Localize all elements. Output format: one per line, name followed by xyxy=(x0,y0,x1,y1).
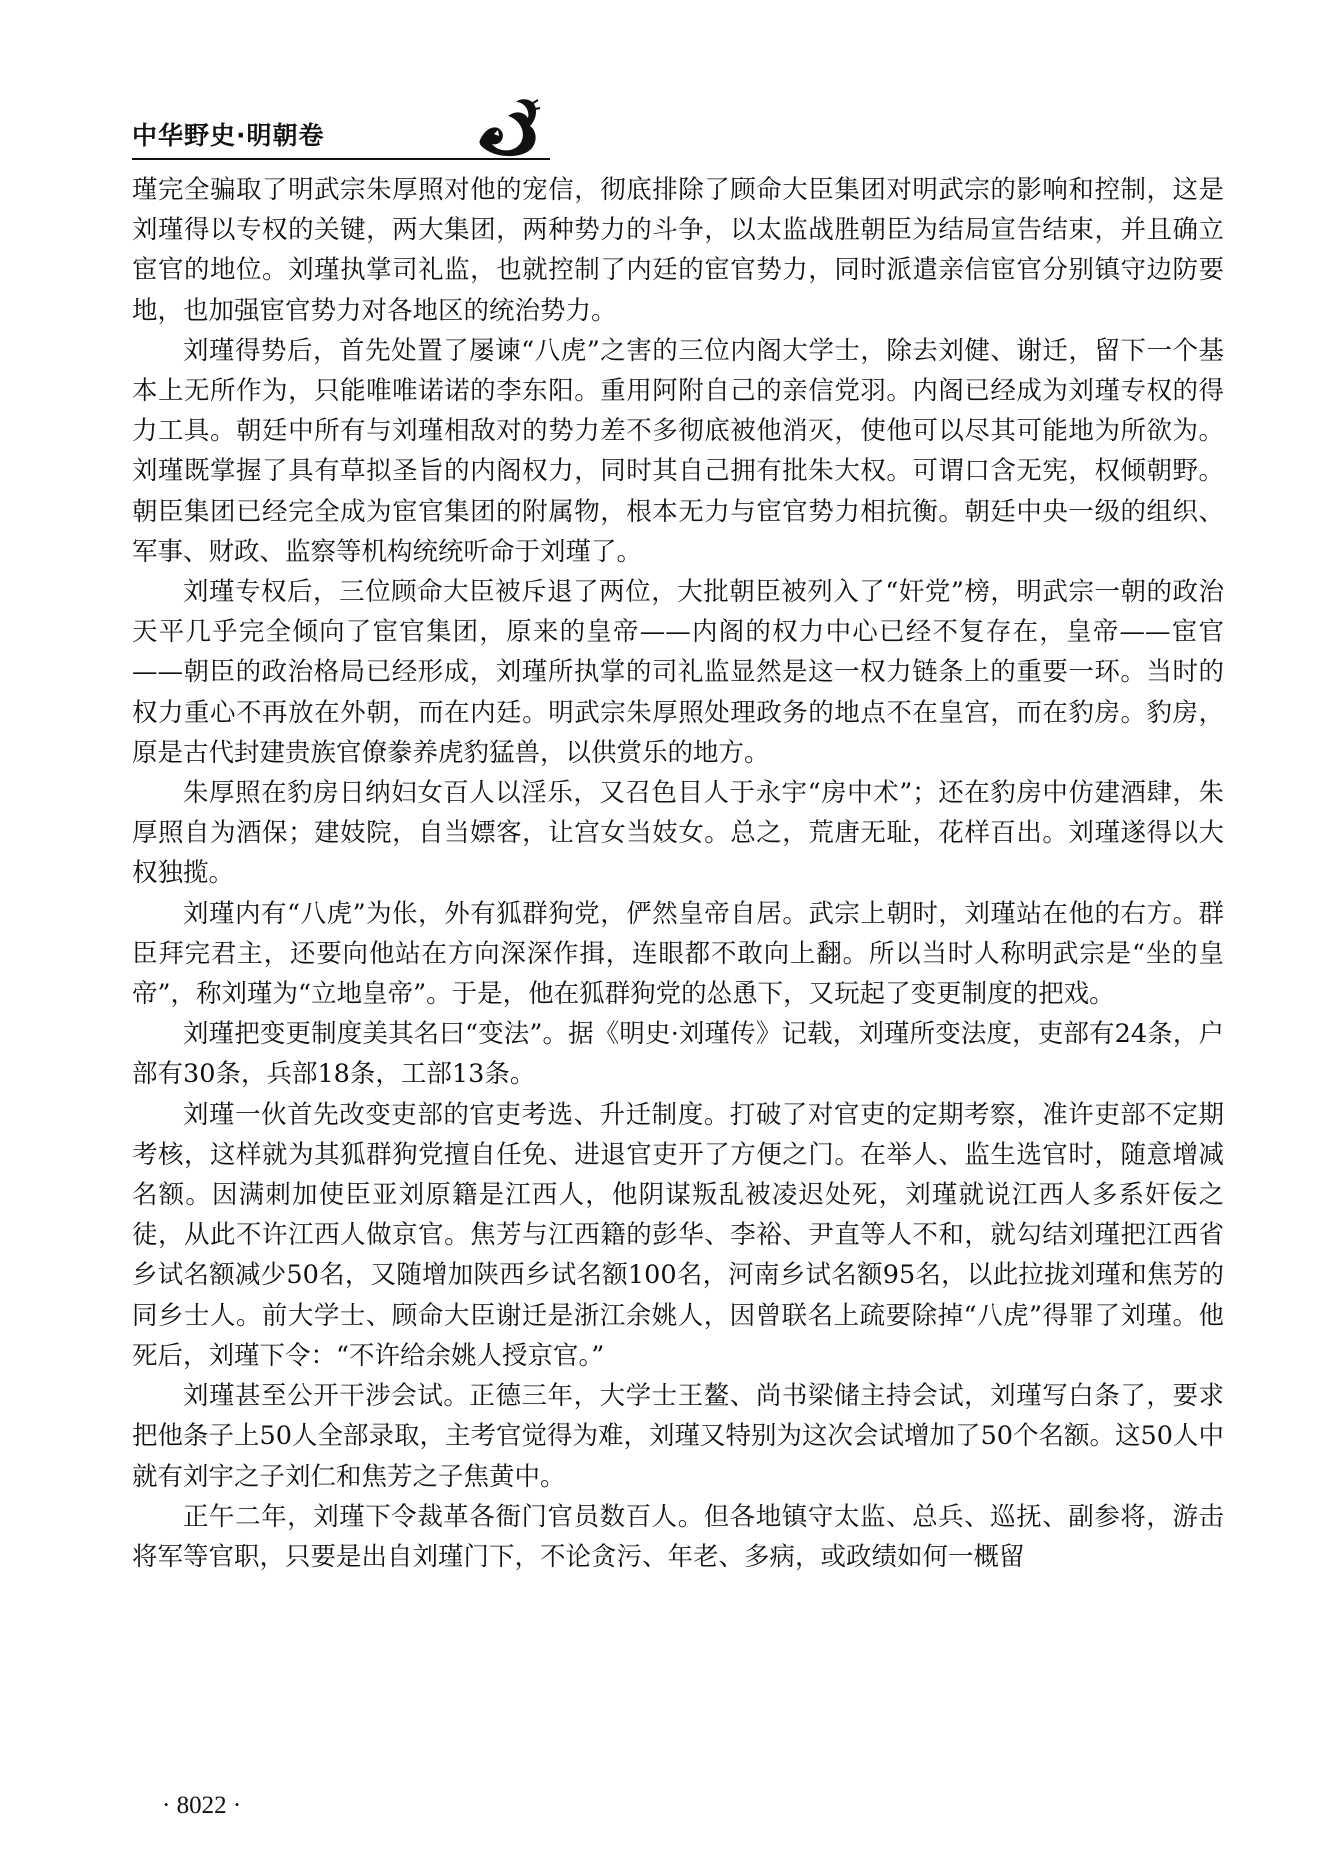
body-text xyxy=(132,170,1224,1577)
page-number: · 8022 · xyxy=(162,1792,242,1819)
dragon-icon xyxy=(472,96,542,158)
paragraph: 正午二年，刘瑾下令裁革各衙门官员数百人。但各地镇守太监、总兵、巡抚、副参将，游击将军等官职，只要是出自刘瑾门下，不论贪污、年老、多病，或政绩如何一概留 xyxy=(132,1501,1224,1572)
paragraph: 瑾完全骗取了明武宗朱厚照对他的宠信，彻底排除了顾命大臣集团对明武宗的影响和控制，这是刘瑾得以专权的关键，两大集团，两种势力的斗争，以太监战胜朝臣为结局宣告结束，并且确立宦官的地位。刘瑾执掌司礼监，也就控制了内廷的宦官势力，同时派遣亲信宦官分别镇守边防要地，也加强宦官势力对各地区的统治势力。 xyxy=(132,175,1224,326)
paragraph: 刘瑾得势后，首先处置了屡谏“八虎”之害的三位内阁大学士，除去刘健、谢迁，留下一个基本上无所作为，只能唯唯诺诺的李东阳。重用阿附自己的亲信党羽。内阁已经成为刘瑾专权的得力工具。朝廷中所有与刘瑾相敌对的势力差不多彻底被他消灭，使他可以尽其可能地为所欲为。刘瑾既掌握了具有草拟圣旨的内阁权力，同时其自己拥有批朱大权。可谓口含无宪，权倾朝野。朝臣集团已经完全成为宦官集团的附属物，根本无力与宦官势力相抗衡。朝廷中央一级的组织、军事、财政、监察等机构统统听命于刘瑾了。 xyxy=(132,335,1224,567)
paragraph: 刘瑾甚至公开干涉会试。正德三年，大学士王鳌、尚书梁储主持会试，刘瑾写白条了，要求把他条子上50人全部录取，主考官觉得为难，刘瑾又特别为这次会试增加了50个名额。这50人中就有刘宇之子刘仁和焦芳之子焦黄中。 xyxy=(132,1381,1224,1492)
running-header xyxy=(132,96,1192,160)
paragraph: 刘瑾把变更制度美其名曰“变法”。据《明史·刘瑾传》记载，刘瑾所变法度，吏部有24条，户部有30条，兵部18条，工部13条。 xyxy=(132,1019,1224,1090)
paragraph: 刘瑾内有“八虎”为伥，外有狐群狗党，俨然皇帝自居。武宗上朝时，刘瑾站在他的右方。群臣拜完君主，还要向他站在方向深深作揖，连眼都不敢向上翻。所以当时人称明武宗是“坐的皇帝”，称刘瑾为“立地皇帝”。于是，他在狐群狗党的怂恿下，又玩起了变更制度的把戏。 xyxy=(132,898,1224,1010)
paragraph: 朱厚照在豹房日纳妇女百人以淫乐，又召色目人于永宇“房中术”；还在豹房中仿建酒肆，朱厚照自为酒保；建妓院，自当嫖客，让宫女当妓女。总之，荒唐无耻，花样百出。刘瑾遂得以大权独揽。 xyxy=(132,778,1224,889)
paragraph: 刘瑾一伙首先改变吏部的官吏考选、升迁制度。打破了对官吏的定期考察，准许吏部不定期考核，这样就为其狐群狗党擅自任免、进退官吏开了方便之门。在举人、监生选官时，随意增减名额。因满刺加使臣亚刘原籍是江西人，他阴谋叛乱被凌迟处死，刘瑾就说江西人多系奸佞之徒，从此不许江西人做京官。焦芳与江西籍的彭华、李裕、尹直等人不和，就勾结刘瑾把江西省乡试名额减少50名，又随增加陕西乡试名额100名，河南乡试名额95名，以此拉拢刘瑾和焦芳的同乡士人。前大学士、顾命大臣谢迁是浙江余姚人，因曾联名上疏要除掉“八虎”得罪了刘瑾。他死后，刘瑾下令：“不许给余姚人授京官。” xyxy=(132,1099,1224,1371)
book-title: 中华野史·明朝卷 xyxy=(132,121,325,150)
header-rule xyxy=(132,158,550,160)
paragraph: 刘瑾专权后，三位顾命大臣被斥退了两位，大批朝臣被列入了“奸党”榜，明武宗一朝的政治天平几乎完全倾向了宦官集团，原来的皇帝——内阁的权力中心已经不复存在，皇帝——宦官——朝臣的政治格局已经形成，刘瑾所执掌的司礼监显然是这一权力链条上的重要一环。当时的权力重心不再放在外朝，而在内廷。明武宗朱厚照处理政务的地点不在皇宫，而在豹房。豹房，原是古代封建贵族官僚豢养虎豹猛兽，以供赏乐的地方。 xyxy=(132,577,1224,768)
